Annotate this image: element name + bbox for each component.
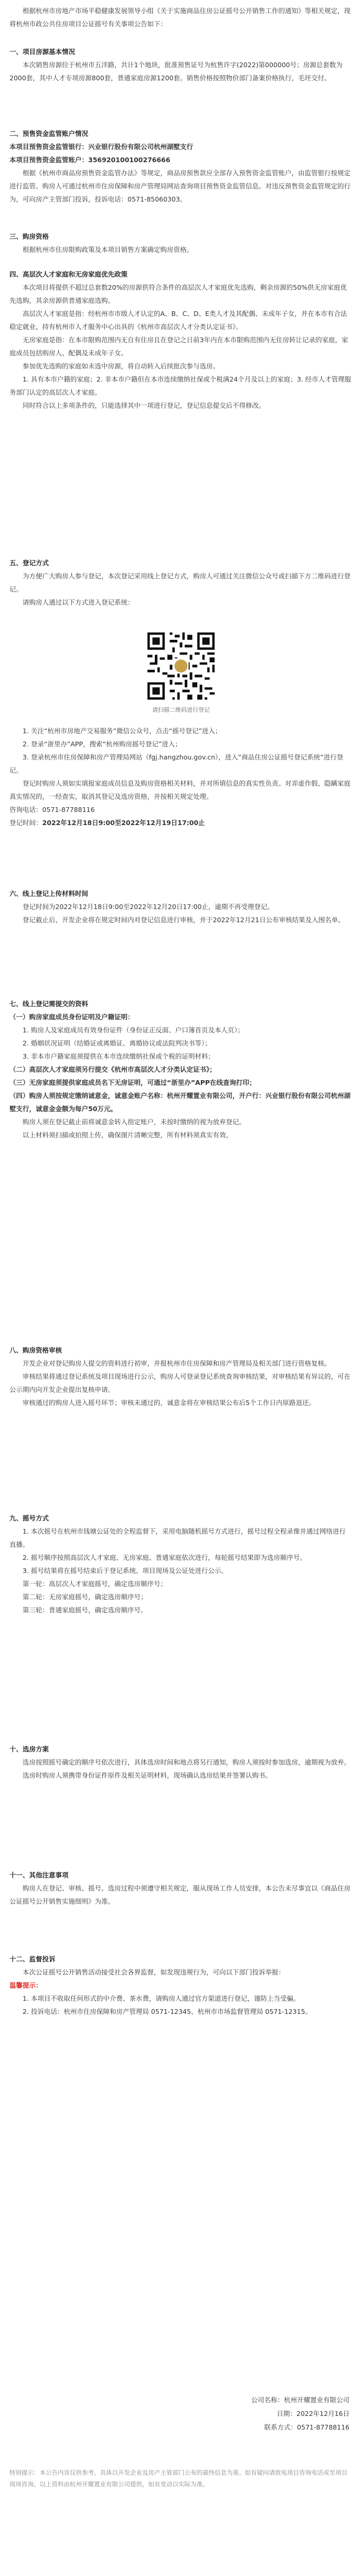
section-7-para: （三）无房家庭须提供家庭成员名下无房证明，可通过“浙里办”APP在线查询打印；	[9, 1079, 256, 1086]
footer-note: 特别提示：本公告内容仅供参考，具体以开发企业及房产主管部门公布的最终信息为准。如有疑问请致电项目咨询电话或至项目现场咨询。以上资料由杭州开耀置业有限公司提供，如有变动以实际为准。	[9, 2469, 347, 2488]
section-4-para: 本次项目将提供不超过总套数20%的房源供符合条件的高层次人才家庭优先选购，剩余房源的50%供无房家庭优先选购，其余房源供普通家庭选购。	[9, 283, 347, 304]
section-10-title: 十、选房方案	[9, 1745, 49, 1753]
section-10	[9, 1743, 352, 1782]
section-2	[9, 127, 352, 206]
section-5-para: 请购房人通过以下方式进入登记系统：	[23, 598, 134, 606]
section-4-para: 无房家庭是指：在本市限购范围内无自有住房且在登记之日前3年内在本市限购范围内无住房转让记录的家庭，家庭成员包括购房人、配偶及未成年子女。	[9, 336, 348, 357]
section-7-para: 购房人须在登记截止前将诚意金转入指定账户，未按时缴纳的视为放弃登记。	[23, 1118, 246, 1126]
signature-date: 日期：2022年12月16日	[277, 2410, 349, 2417]
section-5	[9, 556, 352, 609]
section-1	[9, 45, 352, 85]
section-10-para: 选房时购房人须携带身份证件原件及相关证明材料，现场确认选房结果并签署认购书。	[23, 1771, 272, 1779]
section-8-para: 审核结果将通过登记系统及项目现场进行公示，购房人可登录登记系统查询审核结果，对审核结果有异议的，可在公示期内向开发企业提出复核申请。	[9, 1373, 351, 1393]
section-9-para: 1. 本次摇号在杭州市钱塘公证处的全程监督下，采用电脑随机摇号方式进行，摇号过程全程录像并通过网络进行直播。	[9, 1527, 346, 1548]
section-9-para: 2. 摇号顺序按照高层次人才家庭、无房家庭、普通家庭依次进行，每轮摇号结果即为选房顺序号。	[23, 1554, 306, 1561]
qr-code-icon[interactable]	[145, 630, 217, 702]
section-4-title: 四、高层次人才家庭和无房家庭优先政策	[9, 270, 128, 278]
section-7	[9, 997, 352, 1142]
phone-number: 0571-87788116	[297, 2423, 349, 2431]
section-2-title: 二、预售资金监管账户情况	[9, 130, 89, 138]
section-5-time	[9, 816, 352, 829]
section-6-para: 登记截止后，开发企业将在规定时间内对登记信息进行审核，并于2022年12月21日公布审核结果及入围名单。	[23, 916, 345, 924]
section-7-para: （二）高层次人才家庭须另行提交《杭州市高层次人才分类认定证书》；	[9, 1065, 216, 1073]
section-1-body: 本次销售房源位于杭州市五洋路，共计1个地块，批准预售证号为杭售许字(2022)第000000号；房源总套数为2000套，其中人才专项房源800套，普通家庭房源1200套。销售价格按照物价部门备案价格执行，毛坯交付。	[9, 61, 343, 82]
section-9-para: 第三轮：普通家庭摇号，确定选房顺序号。	[23, 1606, 147, 1614]
section-12-para: 1. 本项目不收取任何形式的中介费、茶水费，请购房人通过官方渠道进行登记，谨防上当受骗。	[23, 1994, 300, 2002]
section-4	[9, 268, 352, 412]
section-12	[9, 1952, 352, 2018]
section-4-para: 高层次人才家庭是指：经杭州市市级人才认定的A、B、C、D、E类人才及其配偶、未成年子女，并在本市有合法稳定就业，持有杭州市人才服务中心出具的《杭州市高层次人才分类认定证书》。	[9, 310, 347, 331]
section-7-para: 3. 非本市户籍家庭须提供在本市连续缴纳社保或个税的证明材料；	[23, 1052, 215, 1060]
section-3	[9, 230, 352, 256]
section-11	[9, 1868, 352, 1908]
section-10-para: 选房按照摇号确定的顺序号依次进行，具体选房时间和地点将另行通知，购房人须按时参加选房，逾期视为放弃。	[23, 1758, 351, 1766]
intro-paragraph: 根据杭州市房地产市场平稳健康发展领导小组《关于实施商品住房公证摇号公开销售工作的通知》等相关规定，现将杭州市政公共住房项目公证摇号有关事项公告如下：	[9, 7, 351, 28]
section-7-title: 七、线上登记需提交的资料	[9, 1000, 89, 1008]
section-4-para: 1. 具有本市户籍的家庭；2. 非本市户籍但在本市连续缴纳社保或个税满24个月及以上的家庭；3. 经市人才管理服务部门认定的高层次人才家庭。	[9, 375, 352, 396]
section-8-para: 审核通过的购房人进入摇号环节；审核未通过的，诚意金将在审核结果公布后5个工作日内原路退还。	[23, 1399, 315, 1407]
section-9-para: 3. 摇号结果将在摇号结束后于登记系统、项目现场及公证处进行公示。	[23, 1567, 228, 1575]
section-9-para: 第一轮：高层次人才家庭摇号，确定选房顺序号；	[23, 1580, 167, 1588]
warm-tip-title: 温馨提示：	[9, 1981, 43, 1989]
qr-caption: 请扫描二维码进行登记	[152, 706, 210, 713]
section-5-para: 为方便广大购房人参与登记，本次登记采用线上登记方式，购房人可通过关注微信公众号或扫描下方二维码进行登记。	[9, 572, 351, 593]
section-5-para: 3. 登录杭州市住房保障和房产管理局网站（fgj.hangzhou.gov.cn），进入“商品住房公证摇号登记系统”进行登记。	[9, 753, 344, 774]
section-8-para: 开发企业对登记购房人提交的资料进行初审，并报杭州市住房保障和房产管理局及相关部门进行资格复核。	[23, 1359, 331, 1367]
section-8-title: 八、购房资格审核	[9, 1346, 62, 1354]
section-5-hotline: 咨询电话：0571-87788116	[9, 806, 95, 814]
supervision-bank: 本项目预售资金监管银行：兴业银行股份有限公司杭州湖墅支行	[9, 143, 194, 151]
section-9-title: 九、摇号方式	[9, 1514, 49, 1522]
section-7-para: （一）购房家庭成员身份证明及户籍证明：	[9, 1013, 134, 1021]
section-6	[9, 887, 352, 926]
section-7-para: （四）购房人须按规定缴纳诚意金，诚意金账户名称：杭州开耀置业有限公司，开户行：兴业银行股份有限公司杭州湖墅支行，诚意金金额为每户50万元。	[9, 1092, 351, 1113]
section-4-para: 同时符合以上多项条件的，只能选择其中一项进行登记，登记信息提交后不得修改。	[23, 402, 266, 409]
section-1-title: 一、项目房源基本情况	[9, 48, 76, 56]
section-3-title: 三、购房资格	[9, 233, 49, 240]
section-8	[9, 1344, 352, 1409]
company-name: 杭州开耀置业有限公司	[283, 2396, 349, 2404]
section-6-para: 登记时间为2022年12月18日9:00至2022年12月20日17:00止，逾期不再受理登记。	[23, 903, 274, 911]
section-5-para: 登记时购房人须如实填报家庭成员信息及购房资格相关材料，并对所填信息的真实性负责。对弄虚作假、隐瞒家庭真实情况的，一经查实，取消其登记及选房资格，并按相关规定处理。	[9, 779, 351, 800]
section-9	[9, 1512, 352, 1617]
section-2-body: 根据《杭州市商品房预售资金监管办法》等规定，商品房预售款应全部存入预售资金监管账户，由监管银行按规定进行监管。购房人可通过杭州市住房保障和房产管理局网站查询项目预售资金监管信息。对违反预售资金监管规定的行为，可向房产主管部门投诉，投诉电话：0571-85060303。	[9, 169, 351, 203]
section-11-para: 购房人在登记、审核、摇号、选房过程中须遵守相关规定，服从现场工作人员安排，本公告未尽事宜以《商品住房公证摇号公开销售实施细则》为准。	[9, 1884, 351, 1905]
supervision-account: 本项目预售资金监管账户：356920100100276666	[9, 156, 171, 164]
section-12-para: 2. 投诉电话：杭州市住房保障和房产管理局 0571-12345、杭州市市场监督管理局 0571-12315。	[23, 2008, 312, 2015]
section-5-para: 1. 关注“杭州市房地产交易服务”微信公众号，点击“摇号登记”进入；	[23, 727, 222, 735]
section-5-cont	[9, 724, 352, 829]
section-4-para: 参加优先选购的家庭如未选中房源，将自动转入后续批次参与选房。	[23, 362, 220, 370]
section-7-para: 1. 购房人及家庭成员有效身份证件（身份证正反面、户口簿首页及本人页）；	[23, 1026, 245, 1034]
section-7-para: 2. 婚姻状况证明（结婚证或离婚证、离婚协议或法院判决书等）；	[23, 1039, 211, 1047]
section-5-para: 2. 登录“浙里办”APP，搜索“杭州购房摇号登记”进入；	[23, 740, 182, 748]
section-12-title: 十二、监督投诉	[9, 1955, 56, 1963]
company-line: 公司名称：杭州开耀置业有限公司	[251, 2396, 349, 2404]
section-5-title: 五、登记方式	[9, 559, 49, 567]
phone-line: 联系方式：0571-87788116	[264, 2423, 349, 2431]
section-3-body: 根据杭州市住房限购政策及本项目销售方案确定购房资格。	[23, 246, 194, 254]
section-12-para: 本次公证摇号公开销售活动接受社会各界监督，如发现违规行为，可向以下部门投诉举报：	[23, 1968, 285, 1976]
registration-time-label: 登记时间：	[9, 819, 43, 827]
qr-code-block	[136, 630, 226, 714]
section-6-title: 六、线上登记上传材料时间	[9, 890, 89, 898]
section-11-title: 十一、其他注意事项	[9, 1871, 69, 1879]
registration-time-value: 2022年12月18日9:00至2022年12月19日17:00止	[42, 819, 205, 827]
signature-block	[251, 2393, 349, 2434]
section-7-para: 以上材料须扫描或拍照上传，确保图片清晰完整，所有材料须真实有效。	[23, 1131, 233, 1139]
section-9-para: 第二轮：无房家庭摇号，确定选房顺序号；	[23, 1593, 147, 1601]
